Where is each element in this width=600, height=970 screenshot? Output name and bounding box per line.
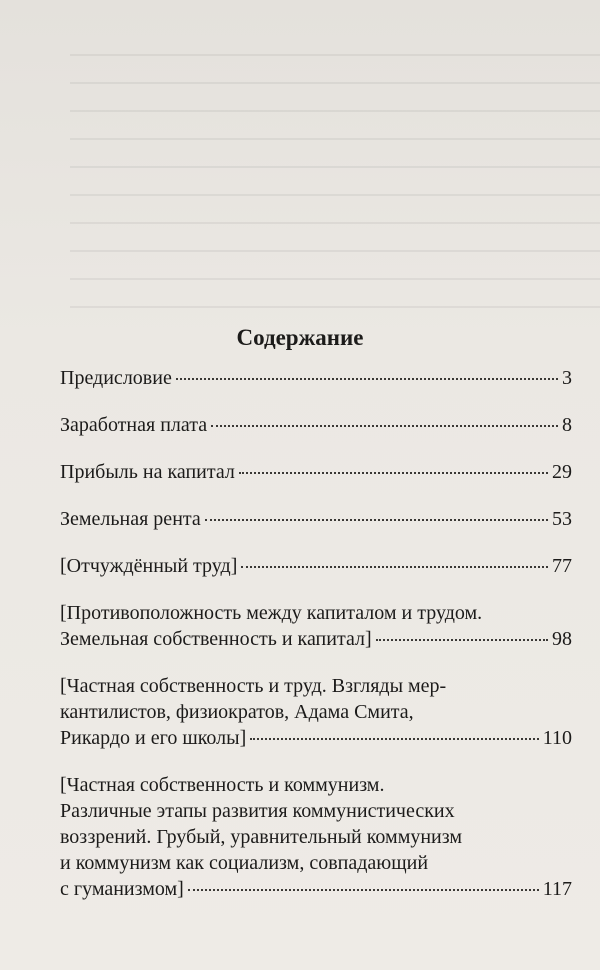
toc-entry-line: [60, 506, 572, 532]
toc-entry-line: [60, 824, 572, 850]
toc-title: Содержание: [236, 325, 364, 350]
toc-page-number: 29: [552, 461, 572, 483]
toc-entry-line: [60, 725, 572, 751]
dot-leader: [176, 378, 558, 380]
dot-leader: [250, 738, 539, 740]
toc-entry-line: [60, 673, 572, 699]
toc-entry: [60, 772, 572, 902]
toc-entry-text: Различные этапы развития коммунистических: [60, 800, 455, 822]
toc-entry-line: [60, 850, 572, 876]
toc-entry-text: Прибыль на капитал: [60, 461, 235, 483]
toc-entry: [60, 365, 572, 391]
toc-page-number: 53: [552, 508, 572, 530]
toc-page-number: 117: [542, 878, 572, 900]
bleed-through-texture: [70, 28, 600, 328]
toc-entry-text: [Отчуждённый труд]: [60, 555, 238, 577]
toc-entry-text: [Частная собственность и труд. Взгляды мер-: [60, 675, 447, 697]
dot-leader: [205, 519, 548, 521]
toc-entry-text: Заработная плата: [60, 414, 208, 436]
toc-entry-text: Земельная собственность и капитал]: [60, 628, 372, 650]
toc-entry-line: [60, 600, 572, 626]
toc-entry: [60, 553, 572, 579]
toc-entry-line: [60, 699, 572, 725]
toc-entry-line: [60, 626, 572, 652]
toc-entry-text: и коммунизм как социализм, совпадающий: [60, 852, 429, 874]
toc-entry-text: [Частная собственность и коммунизм.: [60, 774, 385, 796]
toc-entry-line: [60, 798, 572, 824]
toc-entry-text: воззрений. Грубый, уравнительный коммунизм: [60, 826, 463, 848]
toc-entry-line: [60, 772, 572, 798]
dot-leader: [188, 889, 539, 891]
toc-page-number: 110: [542, 727, 572, 749]
toc-page-number: 98: [552, 628, 572, 650]
dot-leader: [239, 472, 548, 474]
toc-entry-text: Рикардо и его школы]: [60, 727, 247, 749]
toc-entry: [60, 506, 572, 532]
toc-entry-text: кантилистов, физиократов, Адама Смита,: [60, 701, 414, 723]
toc-entry-text: с гуманизмом]: [60, 878, 184, 900]
toc-entry-line: [60, 876, 572, 902]
dot-leader: [241, 566, 548, 568]
toc-entry: [60, 459, 572, 485]
toc-entry: [60, 412, 572, 438]
toc-entry-text: Предисловие: [60, 367, 172, 389]
dot-leader: [376, 639, 548, 641]
toc-entry-line: [60, 553, 572, 579]
toc-entry-line: [60, 412, 572, 438]
toc-entry: [60, 600, 572, 652]
toc-entry-text: [Противоположность между капиталом и трудом.: [60, 602, 483, 624]
toc-entry: [60, 673, 572, 751]
toc-page-number: 8: [562, 414, 572, 436]
toc-entries: [60, 365, 572, 923]
toc-page-number: 3: [562, 367, 572, 389]
toc-page-number: 77: [552, 555, 572, 577]
toc-entry-line: [60, 459, 572, 485]
toc-entry-text: Земельная рента: [60, 508, 201, 530]
dot-leader: [211, 425, 558, 427]
toc-entry-line: [60, 365, 572, 391]
